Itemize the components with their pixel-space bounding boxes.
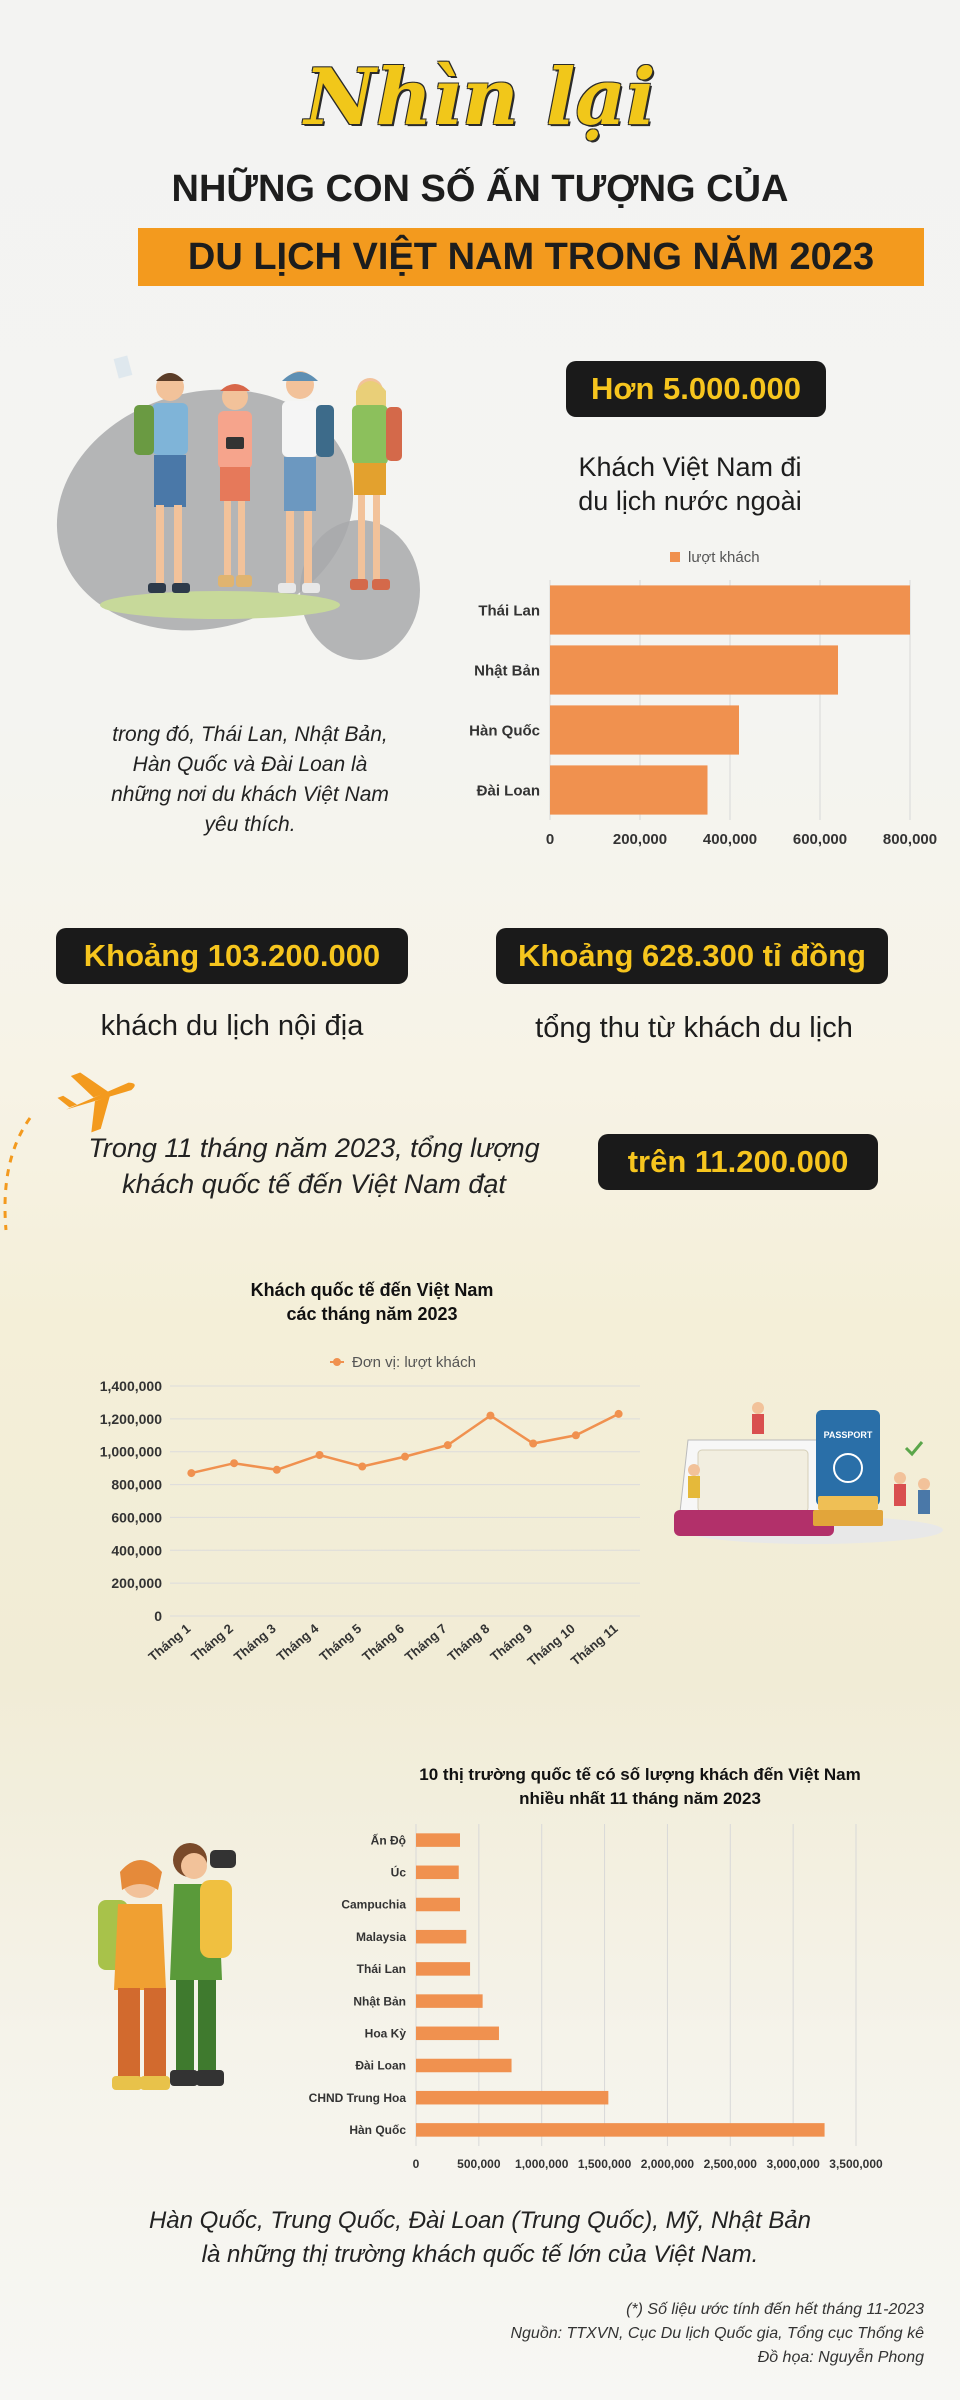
monthly-x-tick-label: Tháng 2 (188, 1620, 237, 1665)
footnotes (224, 2298, 924, 2370)
monthly-legend-marker (333, 1358, 341, 1366)
mk-tick-label: 3,000,000 (766, 2157, 820, 2171)
outbound-note-line1: trong đó, Thái Lan, Nhật Bản, (112, 723, 388, 746)
ob-bar (550, 705, 739, 754)
monthly-point (615, 1410, 623, 1418)
passport-label: PASSPORT (823, 1430, 873, 1440)
outbound-caption-line1: Khách Việt Nam đi (578, 452, 802, 482)
monthly-x-tick-label: Tháng 1 (145, 1620, 194, 1665)
mk-tick-label: 500,000 (457, 2157, 501, 2171)
mk-bar (416, 1833, 460, 1847)
footnote-graphics: Đồ họa: Nguyễn Phong (757, 2349, 924, 2366)
markets-chart-title-line2: nhiều nhất 11 tháng năm 2023 (519, 1789, 761, 1808)
monthly-point (187, 1469, 195, 1477)
mk-tick-label: 2,500,000 (703, 2157, 757, 2171)
travelers-illustration (30, 345, 420, 695)
mk-bar (416, 1930, 466, 1944)
monthly-y-tick-label: 400,000 (111, 1542, 162, 1559)
mk-tick-label: 1,000,000 (515, 2157, 569, 2171)
monthly-y-tick-label: 1,400,000 (99, 1378, 162, 1394)
monthly-y-tick-label: 1,000,000 (99, 1443, 162, 1460)
international-highlight-pill: trên 11.200.000 (598, 1134, 878, 1190)
monthly-point (273, 1466, 281, 1474)
monthly-x-tick-label: Tháng 11 (567, 1620, 621, 1669)
mk-tick-label: 2,000,000 (640, 2157, 695, 2171)
monthly-y-tick-label: 200,000 (111, 1575, 162, 1592)
footnote-source: Nguồn: TTXVN, Cục Du lịch Quốc gia, Tổng cục Thống kê (510, 2325, 924, 2342)
revenue-caption: tổng thu từ khách du lịch (535, 1012, 853, 1044)
mk-category-label: Nhật Bản (353, 1994, 406, 2009)
summary-line1: Hàn Quốc, Trung Quốc, Đài Loan (Trung Quốc), Mỹ, Nhật Bản (148, 2207, 812, 2234)
markets-chart-title-line1: 10 thị trường quốc tế có số lượng khách đến Việt Nam (419, 1765, 861, 1784)
ob-tick-label: 200,000 (612, 831, 668, 848)
mk-bar (416, 2091, 608, 2105)
mk-category-label: Campuchia (341, 1897, 406, 1912)
mk-category-label: Úc (390, 1865, 406, 1880)
outbound-note-line2: Hàn Quốc và Đài Loan là (132, 753, 368, 776)
ob-tick-label: 800,000 (882, 831, 938, 848)
monthly-y-tick-label: 800,000 (111, 1476, 162, 1493)
ob-category-label: Thái Lan (478, 602, 540, 620)
international-caption (84, 1130, 544, 1202)
monthly-legend-label: Đơn vị: lượt khách (352, 1354, 476, 1371)
ob-bar (550, 585, 910, 634)
markets-bar-chart (308, 1760, 950, 2190)
monthly-x-tick-label: Tháng 8 (444, 1620, 493, 1665)
outbound-caption-line2: du lịch nước ngoài (578, 486, 802, 516)
mk-bar (416, 2027, 499, 2041)
monthly-y-tick-label: 600,000 (111, 1509, 162, 1526)
domestic-highlight-pill: Khoảng 103.200.000 (56, 928, 408, 984)
international-caption-line2: khách quốc tế đến Việt Nam đạt (122, 1169, 506, 1199)
monthly-point (401, 1453, 409, 1461)
ob-bar (550, 645, 838, 694)
infographic-script-title: Nhìn lại (304, 52, 656, 143)
outbound-note-line3: những nơi du khách Việt Nam (111, 783, 389, 806)
monthly-x-tick-label: Tháng 10 (524, 1620, 578, 1669)
monthly-point (529, 1440, 537, 1448)
monthly-x-tick-label: Tháng 5 (316, 1620, 365, 1665)
outbound-highlight-pill: Hơn 5.000.000 (566, 361, 826, 417)
mk-category-label: Thái Lan (356, 1962, 406, 1977)
outbound-note-line4: yêu thích. (204, 813, 296, 836)
revenue-highlight-pill: Khoảng 628.300 tỉ đồng (496, 928, 888, 984)
outbound-legend (670, 549, 760, 566)
monthly-x-tick-label: Tháng 7 (401, 1620, 450, 1665)
monthly-point (230, 1459, 238, 1467)
mk-category-label: Hoa Kỳ (364, 2026, 406, 2041)
mk-bar (416, 1898, 460, 1912)
ob-tick-label: 0 (545, 831, 555, 848)
ob-category-label: Đài Loan (476, 782, 540, 800)
ob-tick-label: 600,000 (792, 831, 848, 848)
monthly-y-tick-label: 1,200,000 (99, 1410, 162, 1427)
ob-tick-label: 400,000 (702, 831, 758, 848)
outbound-bar-chart (430, 540, 950, 860)
infographic-title-line2: NHỮNG CON SỐ ẤN TƯỢNG CỦA (171, 168, 789, 210)
summary-text (60, 2204, 900, 2272)
mk-bar (416, 2059, 512, 2073)
monthly-x-tick-label: Tháng 4 (273, 1620, 322, 1665)
international-caption-line1: Trong 11 tháng năm 2023, tổng lượng (88, 1133, 540, 1163)
monthly-point (358, 1463, 366, 1471)
monthly-x-tick-label: Tháng 9 (487, 1620, 536, 1665)
monthly-x-tick-label: Tháng 3 (230, 1620, 279, 1665)
monthly-x-tick-label: Tháng 6 (359, 1620, 407, 1665)
summary-line2: là những thị trường khách quốc tế lớn của Việt Nam. (201, 2241, 759, 2268)
outbound-legend-swatch (670, 552, 680, 562)
monthly-point (572, 1431, 580, 1439)
mk-bar (416, 1962, 470, 1976)
mk-category-label: Hàn Quốc (349, 2123, 406, 2138)
monthly-point (486, 1412, 494, 1420)
infographic-title-line3: DU LỊCH VIỆT NAM TRONG NĂM 2023 (187, 236, 875, 278)
mk-tick-label: 3,500,000 (829, 2157, 883, 2171)
airplane-icon (52, 1056, 145, 1139)
domestic-caption: khách du lịch nội địa (100, 1010, 364, 1042)
monthly-point (316, 1451, 324, 1459)
monthly-line-chart (60, 1270, 660, 1730)
monthly-y-tick-label: 0 (154, 1608, 162, 1624)
mk-category-label: CHND Trung Hoa (308, 2090, 406, 2105)
outbound-legend-label: lượt khách (688, 549, 760, 566)
monthly-point (444, 1441, 452, 1449)
ob-category-label: Nhật Bản (474, 662, 540, 680)
mk-bar (416, 1866, 459, 1880)
mk-category-label: Ấn Độ (370, 1833, 406, 1848)
monthly-legend (330, 1354, 476, 1371)
mk-bar (416, 2123, 825, 2137)
mk-tick-label: 1,500,000 (577, 2157, 632, 2171)
mk-category-label: Malaysia (355, 1929, 406, 1944)
ob-bar (550, 765, 708, 814)
monthly-chart-title-line2: các tháng năm 2023 (286, 1304, 458, 1324)
outbound-note (80, 720, 420, 840)
mk-category-label: Đài Loan (355, 2058, 406, 2073)
passport-illustration (668, 1380, 953, 1560)
passport-icon (816, 1410, 880, 1506)
mk-tick-label: 0 (412, 2157, 420, 2171)
hikers-illustration (78, 1820, 278, 2120)
mk-bar (416, 1994, 483, 2008)
monthly-chart-title-line1: Khách quốc tế đến Việt Nam (250, 1280, 494, 1300)
monthly-series-line (191, 1414, 618, 1473)
footnote-estimate: (*) Số liệu ước tính đến hết tháng 11-2023 (626, 2301, 924, 2318)
ob-category-label: Hàn Quốc (469, 722, 540, 740)
